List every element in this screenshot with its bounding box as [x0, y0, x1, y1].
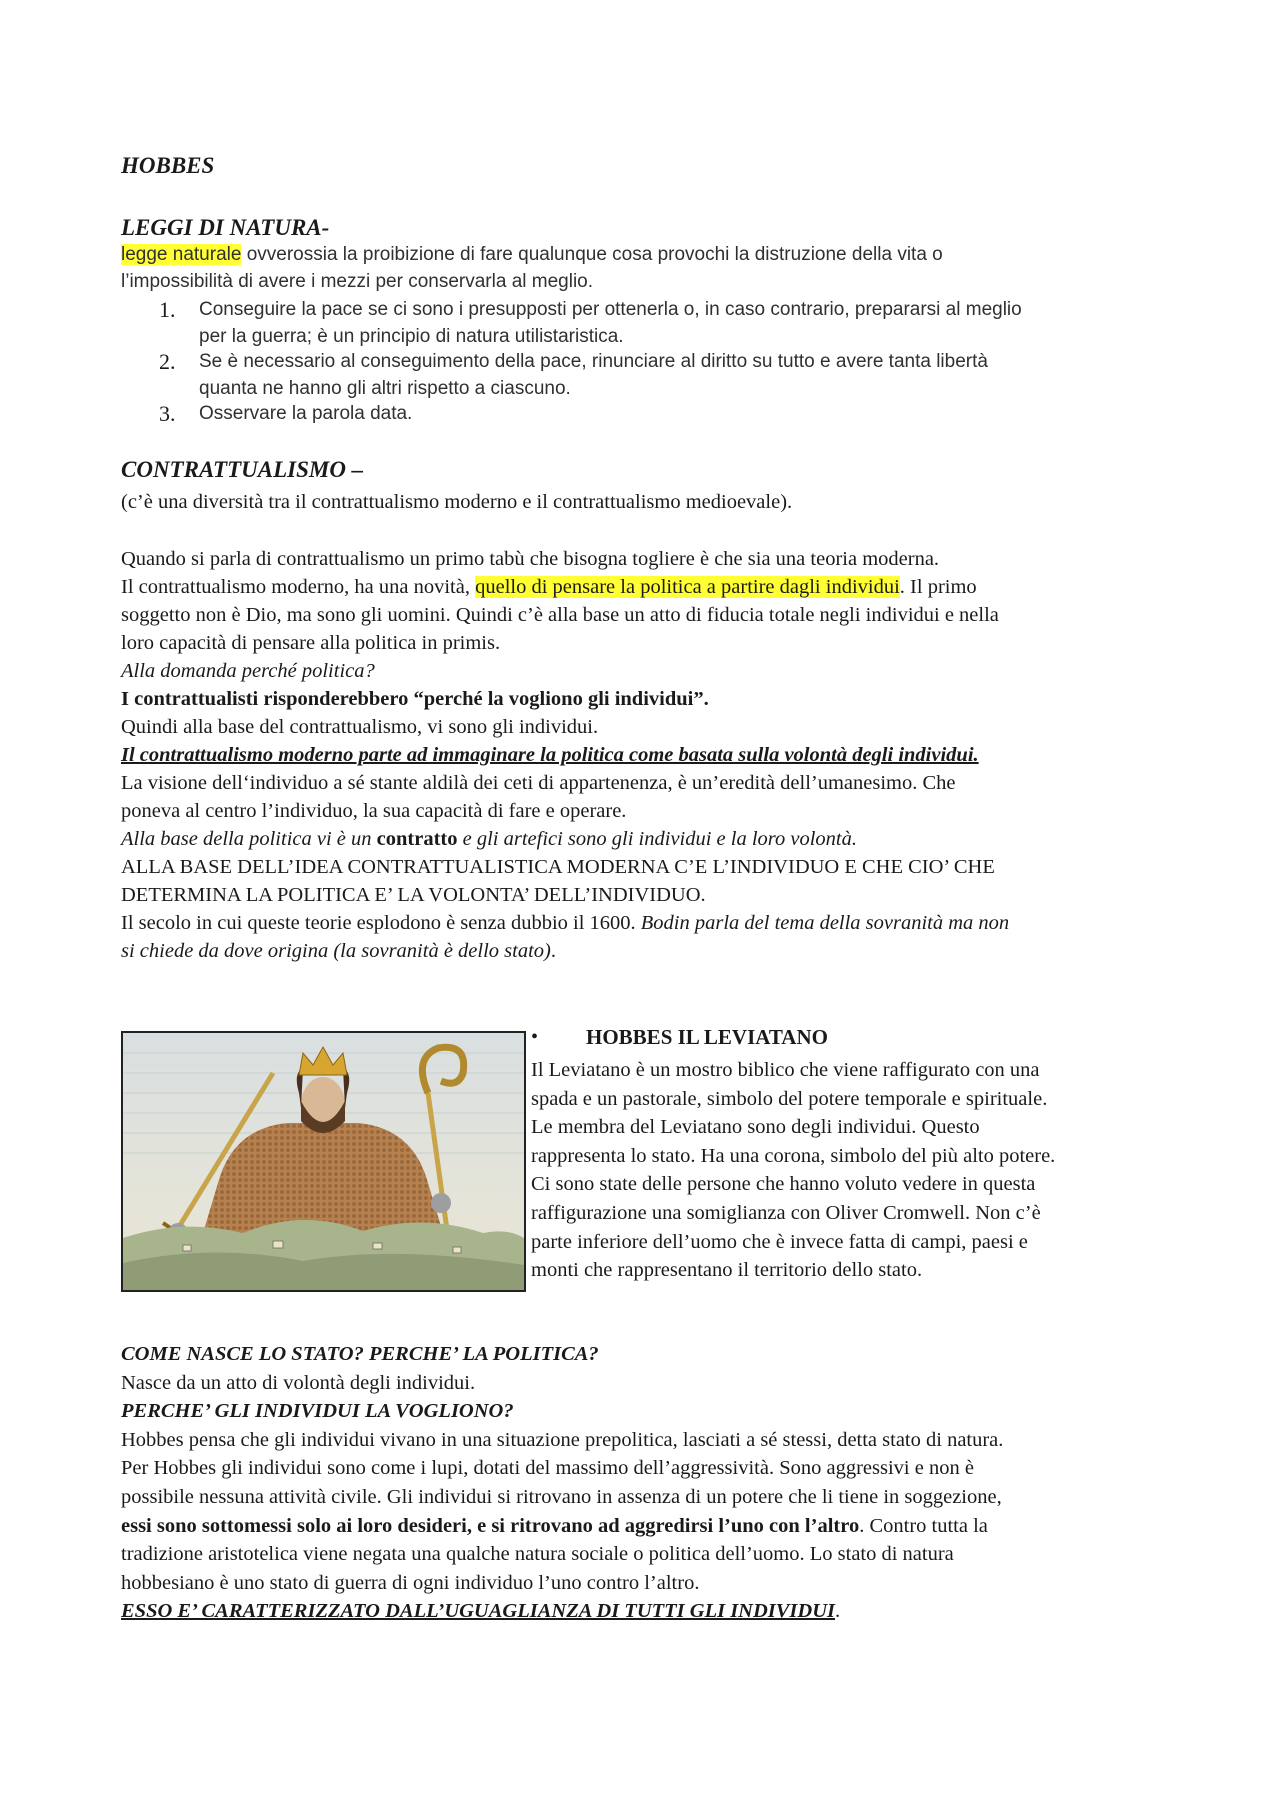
paragraph-novita [121, 573, 1171, 601]
text-run: e gli artefici sono gli individui e la loro volontà. [457, 828, 858, 850]
leviatano-line: spada e un pastorale, simbolo del potere temporale e spirituale. [531, 1087, 1048, 1110]
law-number: 1. [159, 297, 176, 322]
bold-desideri: essi sono sottomessi solo ai loro desideri, e si ritrovano ad aggredirsi l’uno con l’altro [121, 1514, 860, 1537]
leviatano-line: parte inferiore dell’uomo che è invece fatta di campi, paesi e [531, 1230, 1028, 1253]
paragraph-caps: ALLA BASE DELL’IDEA CONTRATTUALISTICA MODERNA C’E L’INDIVIDUO E CHE CIO’ CHE [121, 856, 995, 878]
key-uguaglianza: ESSO E’ CARATTERIZZATO DALL’UGUAGLIANZA DI TUTTI GLI INDIVIDUI [121, 1600, 835, 1623]
paragraph-umanesimo-line2: poneva al centro l’individuo, la sua capacità di fare e operare. [121, 800, 627, 822]
leviatano-body [531, 1056, 1151, 1285]
leviatano-line: Il Leviatano è un mostro biblico che viene raffigurato con una [531, 1059, 1040, 1081]
highlight-individui: quello di pensare la politica a partire dagli individui [475, 576, 900, 598]
paragraph-contratto [121, 825, 1171, 853]
law-text: Conseguire la pace se ci sono i presupposti per ottenerla o, in caso contrario, prepararsi al meglio [199, 299, 1022, 320]
highlight-legge-naturale: legge naturale [121, 244, 242, 265]
text-run: . Contro tutta la [859, 1514, 988, 1537]
text-run: . [835, 1600, 841, 1623]
key-statement: Il contrattualismo moderno parte ad immaginare la politica come basata sulla volontà degli individui. [121, 744, 979, 766]
leviatano-heading: HOBBES IL LEVIATANO [586, 1025, 828, 1049]
leviatano-line: Ci sono state delle persone che hanno voluto vedere in questa [531, 1173, 1036, 1196]
stato-line: tradizione aristotelica viene negata una qualche natura sociale o politica dell’uomo. Lo stato di natura [121, 1543, 954, 1566]
leviathan-illustration [121, 1031, 526, 1292]
bold-contratto: contratto [376, 828, 458, 850]
text-run: Il contrattualismo moderno, ha una novità, [121, 576, 476, 598]
stato-line: possibile nessuna attività civile. Gli individui si ritrovano in assenza di un potere che li tiene in soggezione, [121, 1485, 1002, 1508]
stato-line [121, 1512, 1171, 1541]
paragraph-tabu: Quando si parla di contrattualismo un primo tabù che bisogna togliere è che sia una teoria moderna. [121, 548, 940, 570]
leviatano-line: monti che rappresentano il territorio dello stato. [531, 1259, 923, 1282]
question-perche-vogliono: PERCHE’ GLI INDIVIDUI LA VOGLIONO? [121, 1400, 514, 1423]
leggi-heading: LEGGI DI NATURA- [121, 215, 330, 240]
law-text: Osservare la parola data. [199, 403, 413, 424]
law-number: 2. [159, 349, 176, 374]
contrattualismo-subtitle: (c’è una diversità tra il contrattualismo moderno e il contrattualismo medioevale). [121, 491, 793, 513]
leggi-intro-line2: l’impossibilità di avere i mezzi per conservarla al meglio. [121, 271, 594, 292]
leviathan-image [123, 1033, 524, 1290]
paragraph-novita-line3: loro capacità di pensare alla politica in primis. [121, 632, 501, 654]
text-run: . [550, 940, 556, 962]
stato-line: Per Hobbes gli individui sono come i lupi, dotati del massimo dell’aggressività. Sono aggressivi e non è [121, 1457, 974, 1480]
page-title: HOBBES [121, 153, 215, 178]
leviatano-line: rappresenta lo stato. Ha una corona, simbolo del più alto potere. [531, 1144, 1056, 1167]
leggi-intro-text: ovverossia la proibizione di fare qualunque cosa provochi la distruzione della vita o [241, 244, 943, 265]
law-text-cont: quanta ne hanno gli altri rispetto a ciascuno. [199, 378, 571, 399]
italic-bodin: Bodin parla del tema della sovranità ma non [640, 912, 1010, 934]
law-text: Se è necessario al conseguimento della pace, rinunciare al diritto su tutto e avere tanta libertà [199, 351, 988, 372]
text-run: Alla base della politica vi è un [121, 828, 377, 850]
contrattualismo-heading: CONTRATTUALISMO – [121, 457, 364, 482]
bullet-icon: • [531, 1026, 539, 1048]
stato-line: Hobbes pensa che gli individui vivano in una situazione prepolitica, lasciati a sé stessi, detta stato di natura. [121, 1428, 1004, 1451]
italic-sovranita: si chiede da dove origina (la sovranità è dello stato) [121, 940, 551, 962]
final-statement [121, 1597, 1171, 1626]
paragraph-secolo-line2 [121, 937, 1171, 965]
paragraph-base: Quindi alla base del contrattualismo, vi sono gli individui. [121, 716, 599, 738]
question-nasce-stato: COME NASCE LO STATO? PERCHE’ LA POLITICA? [121, 1343, 599, 1365]
text-run: Il secolo in cui queste teorie esplodono è senza dubbio il 1600. [121, 912, 641, 934]
text-run: . Il primo [899, 576, 977, 598]
contrattualismo-body [121, 545, 1171, 965]
law-text-cont: per la guerra; è un principio di natura utilistaristica. [199, 326, 624, 347]
leviatano-line: Le membra del Leviatano sono degli individui. Questo [531, 1116, 980, 1139]
stato-section [121, 1340, 1171, 1626]
leviatano-line: raffigurazione una somiglianza con Oliver Cromwell. Non c’è [531, 1201, 1041, 1224]
paragraph-umanesimo: La visione dell‘individuo a sé stante aldilà dei ceti di appartenenza, è un’eredità dell’umanesimo. Che [121, 772, 956, 794]
paragraph-secolo [121, 909, 1171, 937]
paragraph-novita-line2: soggetto non è Dio, ma sono gli uomini. Quindi c’è alla base un atto di fiducia totale negli individui e nella [121, 604, 999, 626]
paragraph-caps-line2: DETERMINA LA POLITICA E’ LA VOLONTA’ DELL’INDIVIDUO. [121, 884, 706, 906]
stato-line: hobbesiano è uno stato di guerra di ogni individuo l’uno contro l’altro. [121, 1571, 700, 1594]
answer-nasce-stato: Nasce da un atto di volontà degli individui. [121, 1371, 476, 1394]
question-politica: Alla domanda perché politica? [121, 660, 375, 682]
leggi-intro [121, 241, 1141, 295]
law-number: 3. [159, 401, 176, 426]
answer-contrattualisti: I contrattualisti risponderebbero “perché la vogliono gli individui”. [121, 688, 709, 710]
